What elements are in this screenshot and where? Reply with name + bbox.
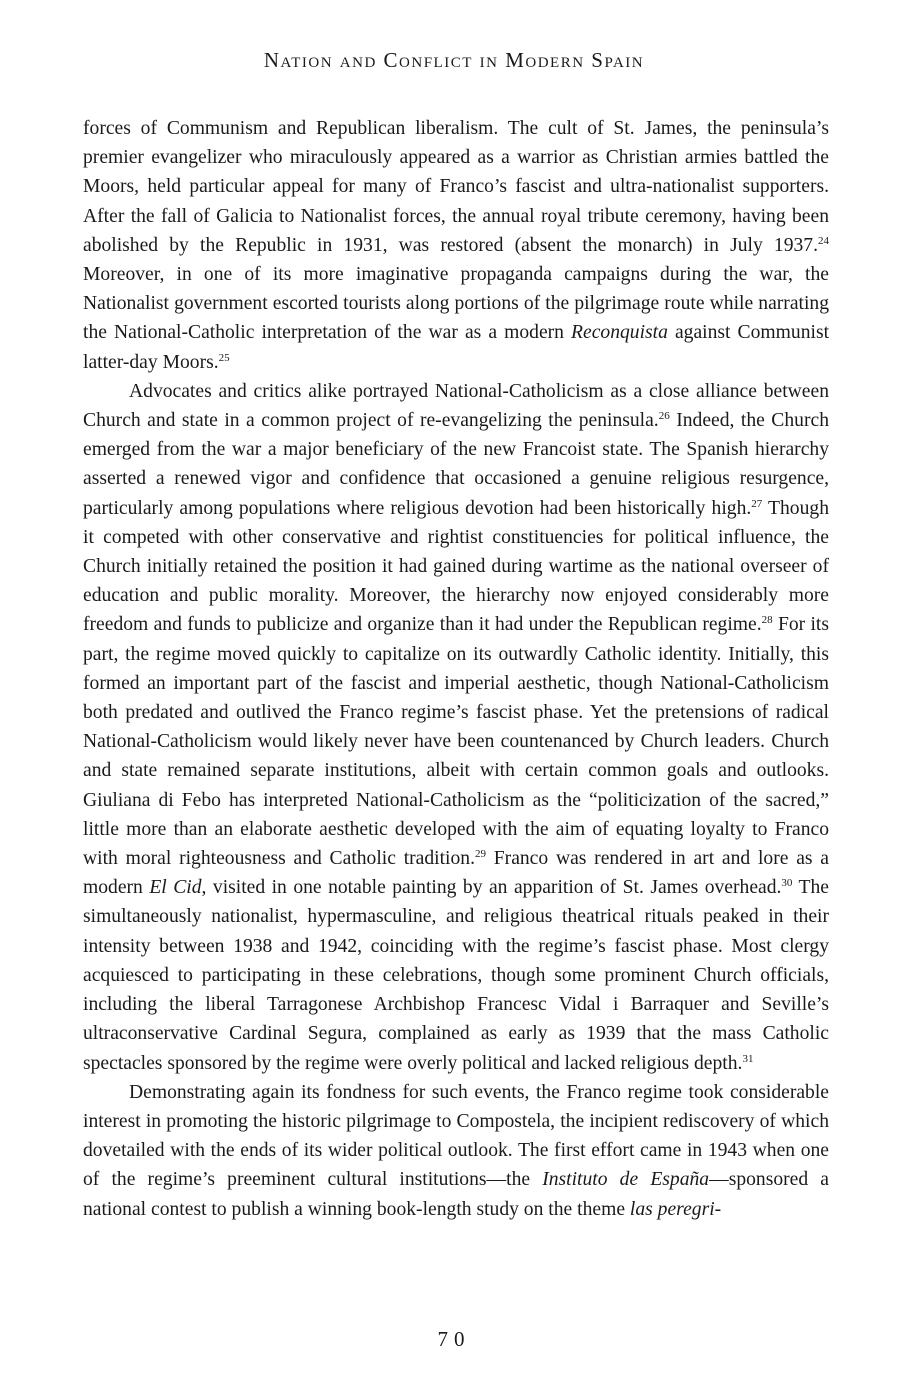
footnote-ref: 31: [742, 1052, 754, 1065]
text-run: The simultaneously nationalist, hypermasculine, and religious theatrical rituals peaked in their intensity between 1938 and 1942, coinciding with the regime’s fascist phase. Most clergy acquiesced to participating in these celebrations, though some prominent Church officials, including the liberal Tarragonese Archbishop Francesc Vidal i Barraquer and Seville’s ultraconservative Cardinal Segura, complained as early as 1939 that the mass Catholic spectacles sponsored by the regime were overly political and lacked religious depth.: [83, 877, 830, 1074]
footnote-ref: 26: [658, 410, 670, 423]
paragraph-2: [83, 377, 829, 1078]
text-run: Though it competed with other conservative and rightist constituencies for political influence, the Church initially retained the position it had gained during wartime as the national overseer of education and public morality. Moreover, the hierarchy now enjoyed considerably more freedom and funds to publicize and organize than it had under the Republican regime.: [83, 497, 829, 636]
footnote-ref: 29: [475, 848, 486, 861]
text-run: Demonstrating again its fondness for such events, the Franco regime took considerable interest in promoting the historic pilgrimage to Compostela, the incipient rediscovery of which dovetailed with the ends of its wider political outlook. The first effort came in 1943 when one of the regime’s preeminent cultural institutions—the: [83, 1081, 829, 1191]
italic-term: El Cid: [149, 877, 202, 899]
footnote-ref: 25: [218, 351, 230, 364]
footnote-ref: 24: [818, 234, 829, 247]
page-number: 70: [437, 1327, 471, 1351]
italic-term: Instituto de España: [542, 1169, 710, 1191]
paragraph-1: [83, 114, 829, 377]
text-run: Franco was rendered in art and lore as a modern: [83, 848, 829, 899]
footnote-ref: 27: [751, 497, 763, 510]
paragraph-3: [83, 1078, 829, 1224]
text-run: against Communist latter-day Moors.: [83, 322, 830, 373]
footnote-ref: 30: [781, 877, 793, 890]
text-run: Moreover, in one of its more imaginative propaganda campaigns during the war, the Nationalist government escorted tourists along portions of the pilgrimage route while narrating the National-Catholic interpretation of the war as a modern: [83, 264, 829, 344]
running-head: Nation and Conflict in Modern Spain: [263, 48, 645, 72]
text-run: forces of Communism and Republican liberalism. The cult of St. James, the peninsula’s premier evangelizer who miraculously appeared as a warrior as Christian armies battled the Moors, held particular appeal for many of Franco’s fascist and ultra-nationalist supporters. After the fall of Galicia to Nationalist forces, the annual royal tribute ceremony, having been abolished by the Republic in 1931, was restored (absent the monarch) in July 1937.: [83, 118, 829, 256]
text-run: Indeed, the Church emerged from the war a major beneficiary of the new Francoist state. The Spanish hierarchy asserted a renewed vigor and confidence that occasioned a genuine religious resurgence, particularly among populations where religious devotion had been historically high.: [83, 410, 829, 519]
text-run: , visited in one notable painting by an apparition of St. James overhead.: [201, 877, 782, 899]
text-run: For its part, the regime moved quickly to capitalize on its outwardly Catholic identity. Initially, this formed an important part of the fascist and imperial aesthetic, though National-Catholicism both predated and outlived the Franco regime’s fascist phase. Yet the pretensions of radical National-Catholicism would likely never have been countenanced by Church leaders. Church and state remained separate institutions, albeit with certain common goals and outlooks. Giuliana di Febo has interpreted National-Catholicism as the “politicization of the sacred,” little more than an elaborate aesthetic developed with the aim of equating loyalty to Franco with moral righteousness and Catholic tradition.: [83, 614, 829, 870]
italic-term: las peregri-: [629, 1198, 722, 1220]
text-run: Advocates and critics alike portrayed National-Catholicism as a close alliance between Church and state in a common project of re-evangelizing the peninsula.: [83, 380, 829, 432]
italic-term: Reconquista: [571, 322, 668, 344]
footnote-ref: 28: [761, 614, 773, 627]
body-text: [83, 114, 829, 1224]
text-run: —sponsored a national contest to publish a winning book-length study on the theme: [83, 1169, 830, 1220]
